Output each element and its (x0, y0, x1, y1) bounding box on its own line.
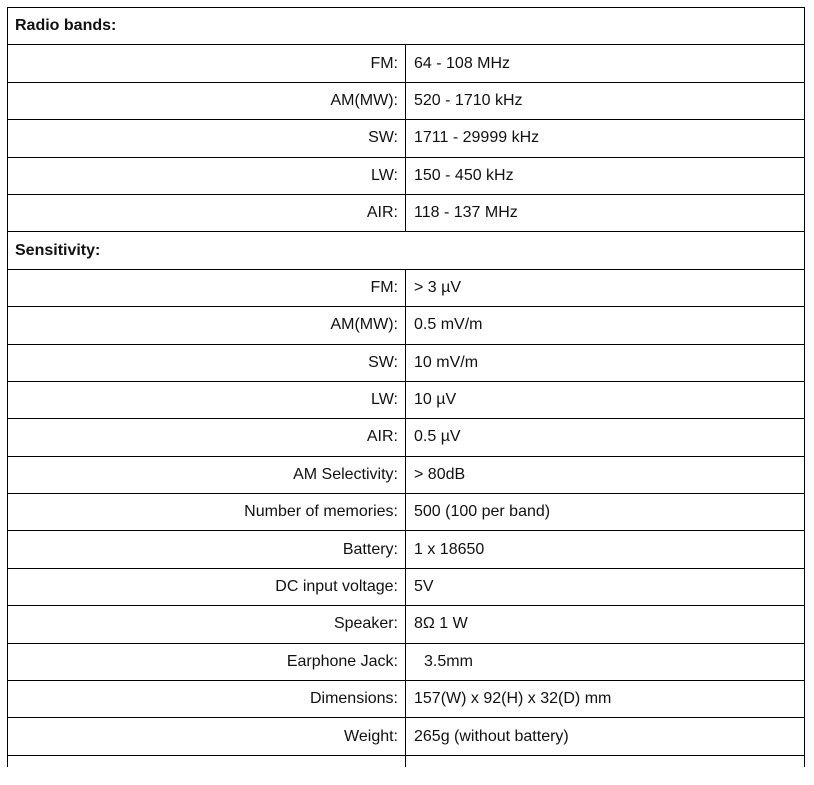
row-label: AIR: (8, 419, 406, 456)
row-label: AM(MW): (8, 307, 406, 344)
row-value: 150 - 450 kHz (406, 157, 805, 194)
section-title-sensitivity: Sensitivity: (8, 232, 805, 269)
row-label: LW: (8, 381, 406, 418)
row-label: Speaker: (8, 606, 406, 643)
row-label: Weight: (8, 718, 406, 755)
table-row (8, 344, 805, 381)
row-label: FM: (8, 269, 406, 306)
row-value: 1 x 18650 (406, 531, 805, 568)
table-row (8, 643, 805, 680)
table-row (8, 194, 805, 231)
section-title-radio-bands: Radio bands: (8, 8, 805, 45)
row-value: 520 - 1710 kHz (406, 82, 805, 119)
row-value: 157(W) x 92(H) x 32(D) mm (406, 681, 805, 718)
row-label: LW: (8, 157, 406, 194)
row-value: 64 - 108 MHz (406, 45, 805, 82)
table-row (8, 307, 805, 344)
row-value: > 80dB (406, 456, 805, 493)
row-label: Dimensions: (8, 681, 406, 718)
table-row (8, 718, 805, 755)
table-row (8, 419, 805, 456)
table-row (8, 494, 805, 531)
row-value: 10 µV (406, 381, 805, 418)
table-row (8, 568, 805, 605)
table-row-cutoff (8, 755, 805, 767)
section-header-row (8, 8, 805, 45)
empty-cell (8, 755, 406, 767)
row-value: 5V (406, 568, 805, 605)
row-label: DC input voltage: (8, 568, 406, 605)
table-row (8, 681, 805, 718)
row-value: 1711 - 29999 kHz (406, 120, 805, 157)
table-row (8, 456, 805, 493)
row-label: Number of memories: (8, 494, 406, 531)
row-label: FM: (8, 45, 406, 82)
empty-cell (406, 755, 805, 767)
row-label: AM Selectivity: (8, 456, 406, 493)
row-value: 118 - 137 MHz (406, 194, 805, 231)
table-row (8, 606, 805, 643)
row-value: 265g (without battery) (406, 718, 805, 755)
row-value: 3.5mm (406, 643, 805, 680)
spec-table (7, 7, 805, 767)
row-label: Battery: (8, 531, 406, 568)
table-row (8, 82, 805, 119)
row-value: 8Ω 1 W (406, 606, 805, 643)
row-value: 0.5 µV (406, 419, 805, 456)
table-row (8, 45, 805, 82)
row-value: 10 mV/m (406, 344, 805, 381)
table-row (8, 381, 805, 418)
row-value: > 3 µV (406, 269, 805, 306)
row-label: Earphone Jack: (8, 643, 406, 680)
row-value: 0.5 mV/m (406, 307, 805, 344)
row-label: SW: (8, 344, 406, 381)
table-row (8, 531, 805, 568)
table-row (8, 269, 805, 306)
table-row (8, 120, 805, 157)
row-value: 500 (100 per band) (406, 494, 805, 531)
table-row (8, 157, 805, 194)
row-label: AM(MW): (8, 82, 406, 119)
section-header-row (8, 232, 805, 269)
row-label: AIR: (8, 194, 406, 231)
row-label: SW: (8, 120, 406, 157)
